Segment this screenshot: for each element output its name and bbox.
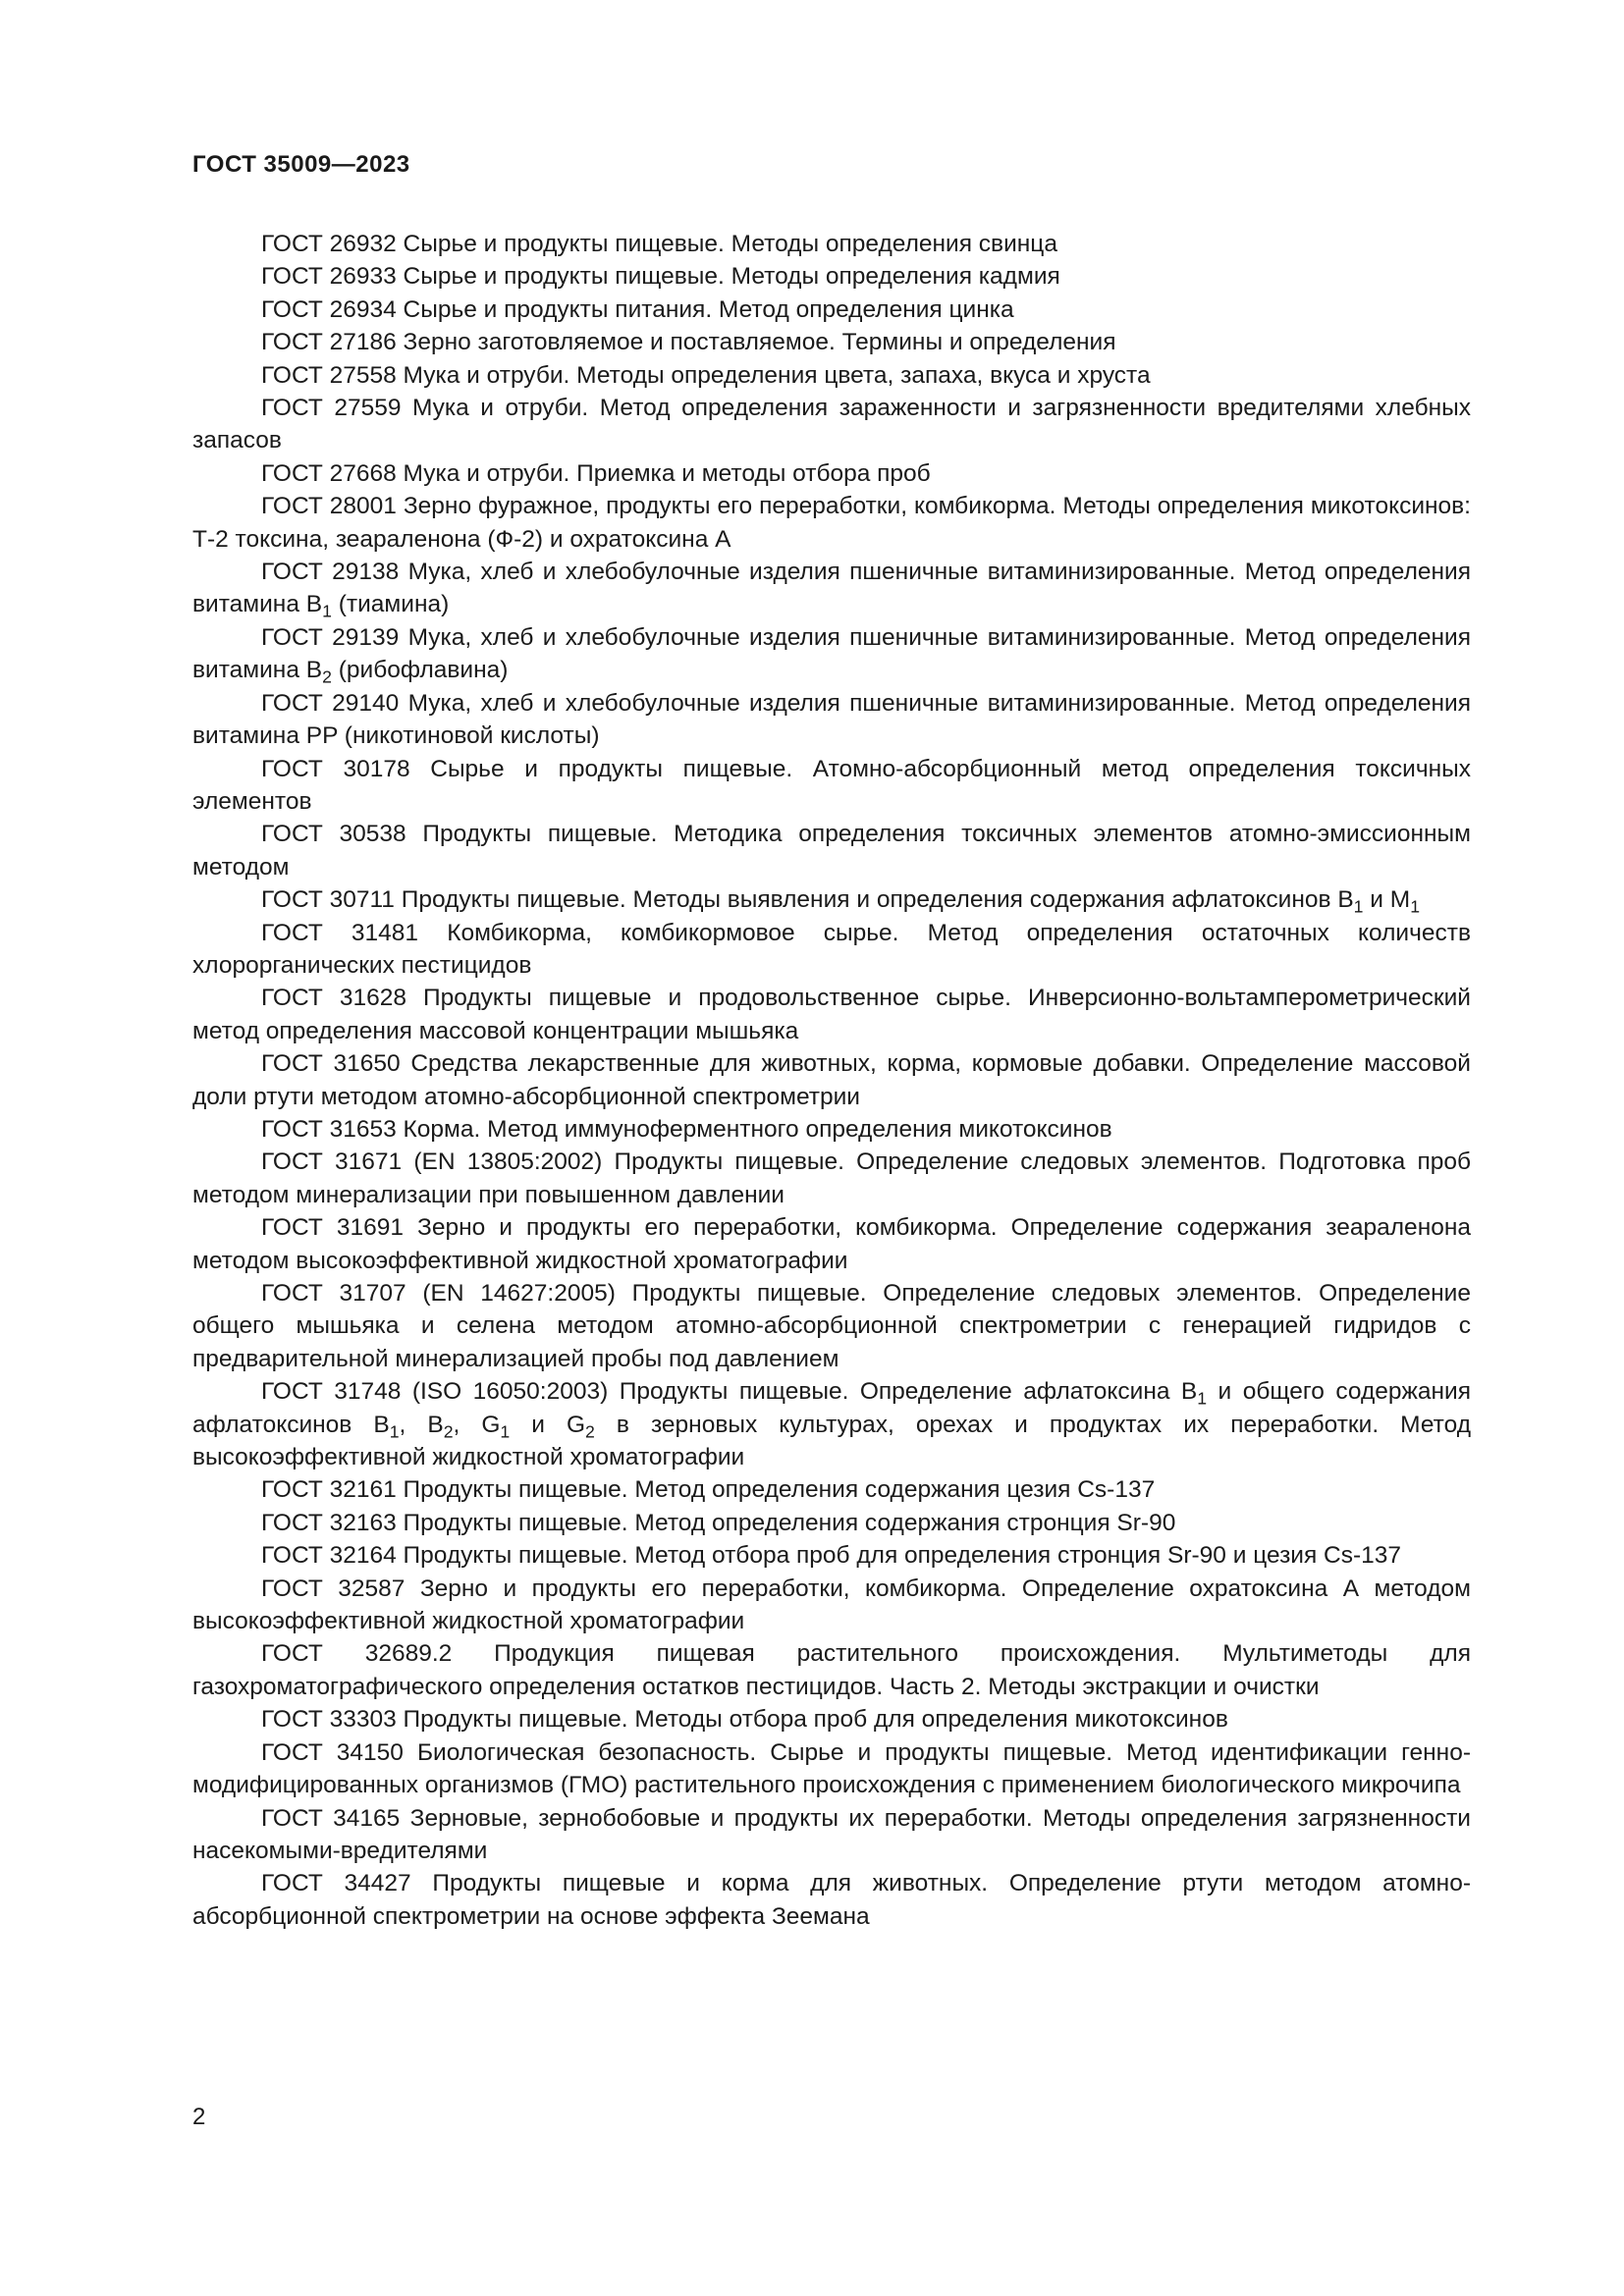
entry-text: , B [399,1411,444,1438]
reference-entry [192,1113,1471,1146]
reference-entry [192,359,1471,392]
subscript: 2 [322,667,332,687]
subscript: 1 [1353,896,1364,917]
entry-text: ГОСТ 31650 Средства лекарственные для животных, корма, кормовые добавки. Определение массовой доли ртути методом атомно-абсорбционной спектрометрии [192,1050,1471,1110]
entry-text: ГОСТ 26933 Сырье и продукты пищевые. Методы определения кадмия [261,263,1060,291]
reference-entry [192,1146,1471,1211]
entry-text: ГОСТ 32163 Продукты пищевые. Метод определения содержания стронция Sr-90 [261,1509,1176,1536]
reference-entry [192,818,1471,883]
reference-entry [192,392,1471,457]
entry-text: ГОСТ 30178 Сырье и продукты пищевые. Атомно-абсорбционный метод определения токсичных элементов [192,755,1471,815]
reference-entry [192,1802,1471,1868]
entry-text: ГОСТ 30538 Продукты пищевые. Методика определения токсичных элементов атомно-эмиссионным методом [192,821,1471,881]
entry-text: ГОСТ 27186 Зерно заготовляемое и поставляемое. Термины и определения [261,329,1116,356]
entry-text: ГОСТ 34165 Зерновые, зернобобовые и продукты их переработки. Методы определения загрязненности насекомыми-вредителями [192,1804,1471,1864]
entry-text: ГОСТ 33303 Продукты пищевые. Методы отбора проб для определения микотоксинов [261,1706,1228,1734]
entry-text: (рибофлавина) [331,657,509,684]
reference-entry [192,1573,1471,1638]
entry-text: ГОСТ 32164 Продукты пищевые. Метод отбора проб для определения стронция Sr-90 и цезия Cs-137 [261,1542,1402,1570]
reference-entry [192,1211,1471,1277]
entry-text: ГОСТ 26932 Сырье и продукты пищевые. Методы определения свинца [261,231,1057,257]
entry-text: ГОСТ 29139 Мука, хлеб и хлебобулочные изделия пшеничные витаминизированные. Метод определения витамина B [192,623,1471,684]
entry-text: ГОСТ 32161 Продукты пищевые. Метод определения содержания цезия Cs-137 [261,1476,1156,1504]
subscript: 1 [500,1420,511,1441]
subscript: 1 [1197,1388,1208,1409]
entry-text: ГОСТ 29138 Мука, хлеб и хлебобулочные изделия пшеничные витаминизированные. Метод определения витамина B [192,559,1471,618]
subscript: 1 [322,601,332,621]
reference-entry [192,1473,1471,1506]
subscript: 1 [389,1420,400,1441]
reference-entry [192,1637,1471,1703]
reference-entry [192,1539,1471,1572]
reference-entry [192,753,1471,819]
entry-text: ГОСТ 27559 Мука и отруби. Метод определения зараженности и загрязненности вредителями хлебных запасов [192,395,1471,454]
entry-text: ГОСТ 31671 (EN 13805:2002) Продукты пищевые. Определение следовых элементов. Подготовка проб методом минерализации при повышенном давлении [192,1148,1471,1208]
reference-entry [192,1736,1471,1802]
entry-text: ГОСТ 32689.2 Продукция пищевая растительного происхождения. Мультиметоды для газохроматографического определения остатков пестицидов. Часть 2. Методы экстракции и очистки [192,1640,1471,1700]
document-code-header: ГОСТ 35009—2023 [192,151,410,178]
entry-text: и G [510,1411,586,1438]
reference-entry [192,228,1471,260]
reference-entry [192,260,1471,293]
entry-text: в зерновых культурах, орехах и продуктах их переработки. Метод высокоэффективной жидкостной хроматографии [192,1411,1472,1471]
entry-text: ГОСТ 31707 (EN 14627:2005) Продукты пищевые. Определение следовых элементов. Определение общего мышьяка и селена методом атомно-абсорбционной спектрометрии с генерацией гидридов с предварительной минерализацией пробы под давлением [192,1280,1471,1372]
reference-entry [192,1867,1471,1933]
entry-text: ГОСТ 27668 Мука и отруби. Приемка и методы отбора проб [261,459,931,487]
subscript: 1 [1410,896,1421,917]
reference-entry [192,1703,1471,1735]
reference-entry [192,1375,1471,1473]
reference-entry [192,1277,1471,1375]
reference-entry [192,1047,1471,1113]
reference-entry [192,883,1471,916]
entry-text: ГОСТ 26934 Сырье и продукты питания. Метод определения цинка [261,295,1014,323]
entry-text: ГОСТ 30711 Продукты пищевые. Методы выявления и определения содержания афлатоксинов B [261,886,1354,914]
entry-text: ГОСТ 28001 Зерно фуражное, продукты его переработки, комбикорма. Методы определения микотоксинов: Т-2 токсина, зеараленона (Ф-2) и охратоксина А [192,493,1471,553]
entry-text: ГОСТ 31628 Продукты пищевые и продовольственное сырье. Инверсионно-вольтамперометрический метод определения массовой концентрации мышьяка [192,985,1471,1044]
entry-text: ГОСТ 32587 Зерно и продукты его переработки, комбикорма. Определение охратоксина А методом высокоэффективной жидкостной хроматографии [192,1575,1471,1635]
entry-text: и M [1363,886,1411,914]
entry-text: и общего содержания афлатоксинов B [192,1378,1471,1438]
entry-text: (тиамина) [331,591,450,618]
reference-entry [192,294,1471,326]
entry-text: ГОСТ 31653 Корма. Метод иммуноферментного определения микотоксинов [261,1115,1112,1143]
reference-entry [192,1507,1471,1539]
reference-entry [192,326,1471,358]
entry-text: ГОСТ 29140 Мука, хлеб и хлебобулочные изделия пшеничные витаминизированные. Метод определения витамина PP (никотиновой кислоты) [192,689,1471,750]
reference-entry [192,457,1471,490]
page-number: 2 [192,2104,206,2130]
reference-entry [192,917,1471,983]
entry-text: ГОСТ 34427 Продукты пищевые и корма для животных. Определение ртути методом атомно-абсорбционной спектрометрии на основе эффекта Зеемана [192,1870,1471,1930]
reference-list [192,228,1471,1933]
entry-text: , G [453,1411,501,1438]
entry-text: ГОСТ 34150 Биологическая безопасность. Сырье и продукты пищевые. Метод идентификации генно-модифицированных организмов (ГМО) растительного происхождения с применением биологического микрочипа [192,1738,1471,1799]
reference-entry [192,982,1471,1047]
entry-text: ГОСТ 31481 Комбикорма, комбикормовое сырье. Метод определения остаточных количеств хлорорганических пестицидов [192,919,1471,979]
entry-text: ГОСТ 31748 (ISO 16050:2003) Продукты пищевые. Определение афлатоксина B [261,1378,1198,1406]
reference-entry [192,490,1471,556]
reference-entry [192,687,1471,753]
subscript: 2 [585,1420,595,1441]
reference-entry [192,621,1471,687]
subscript: 2 [443,1420,454,1441]
entry-text: ГОСТ 31691 Зерно и продукты его переработки, комбикорма. Определение содержания зеараленона методом высокоэффективной жидкостной хроматографии [192,1214,1471,1274]
reference-entry [192,556,1471,621]
entry-text: ГОСТ 27558 Мука и отруби. Методы определения цвета, запаха, вкуса и хруста [261,361,1151,389]
